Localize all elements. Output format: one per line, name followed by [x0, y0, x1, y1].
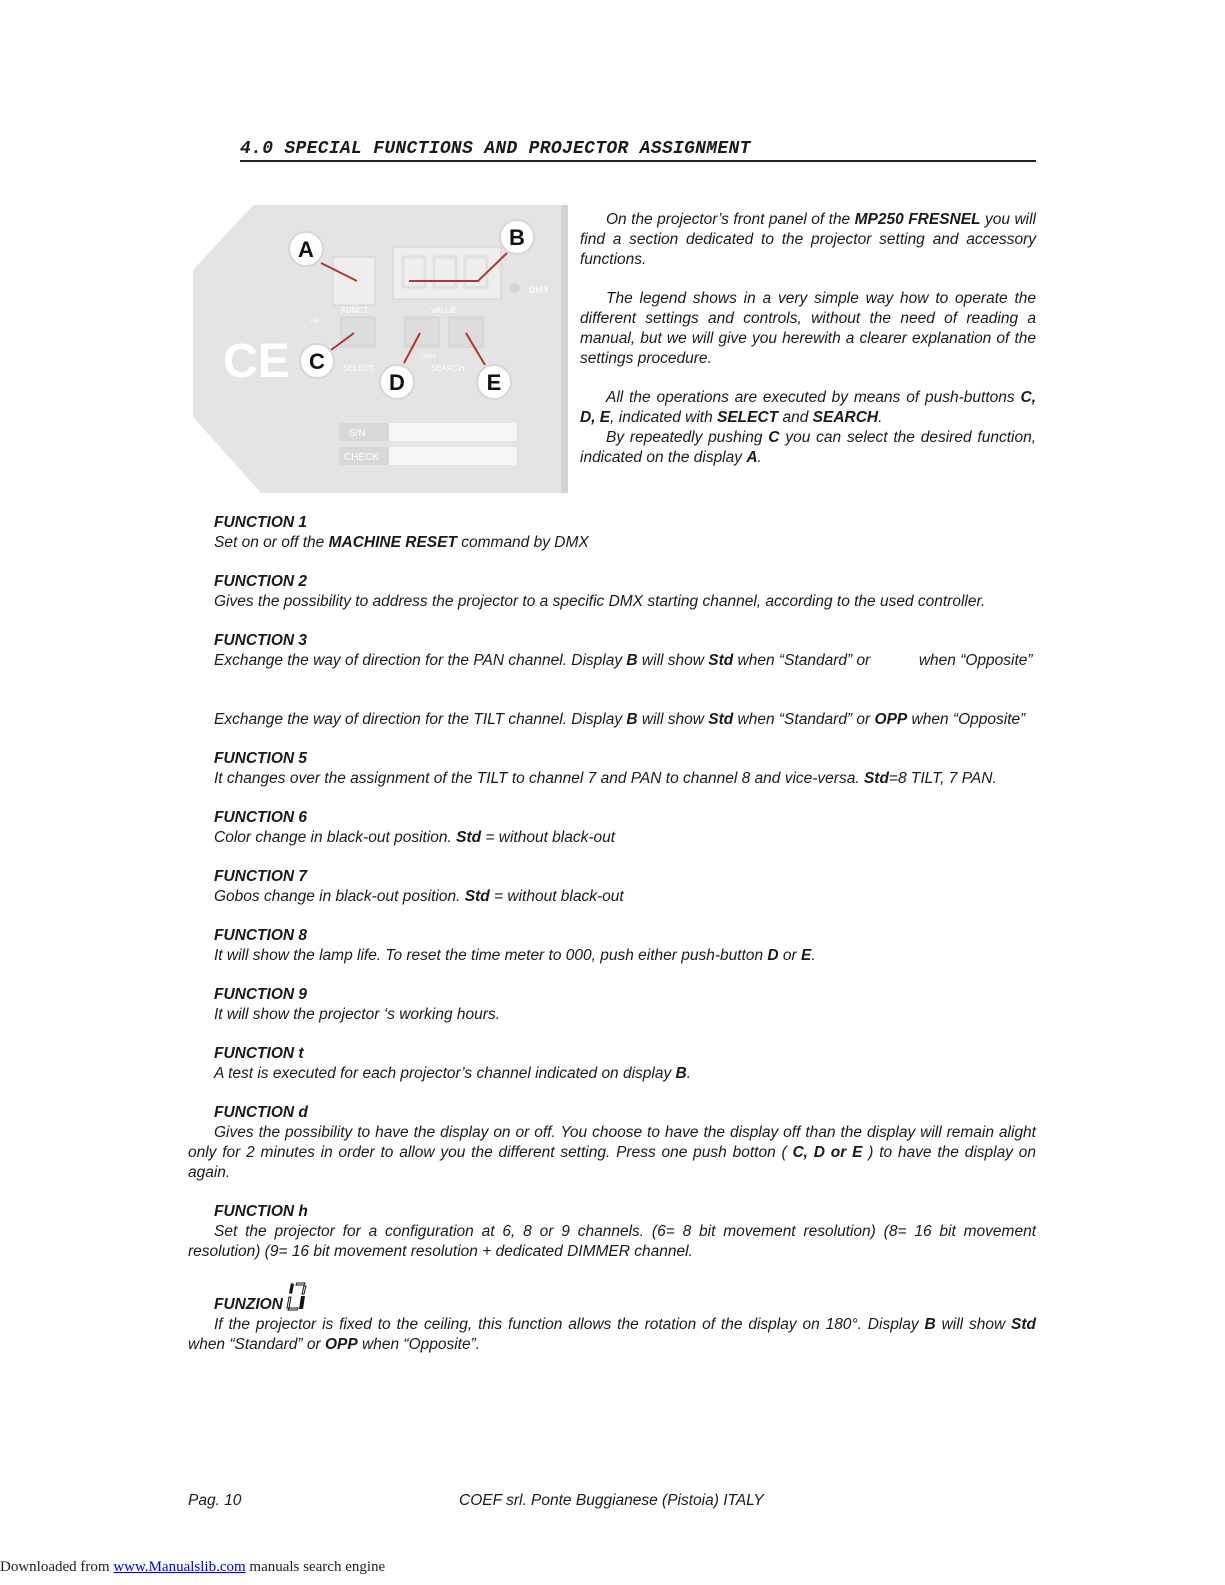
function-t	[188, 1044, 1036, 1084]
function-2-title: FUNCTION 2	[214, 573, 307, 590]
select-push-button-c[interactable]	[341, 317, 375, 347]
function-4-text: Exchange the way of direction for the TILT channel. Display B will show Std when “Standard” or OPP when “Opposite”	[214, 711, 1026, 728]
search-down-push-button-d[interactable]	[405, 317, 439, 347]
seven-segment-digit-icon	[286, 1281, 308, 1311]
function-1	[188, 513, 1036, 553]
search-up-push-button-e[interactable]	[449, 317, 483, 347]
svg-text:B: B	[509, 225, 525, 250]
function-6-text: Color change in black-out position. Std = without black-out	[214, 829, 616, 846]
function-9-text: It will show the projector ‘s working hours.	[214, 1006, 501, 1023]
function-9-title: FUNCTION 9	[214, 986, 307, 1003]
function-8-title: FUNCTION 8	[214, 927, 307, 944]
callout-c	[300, 344, 334, 378]
search-label: SEARCH	[431, 364, 465, 373]
intro-paragraph-1: On the projector’s front panel of the MP250 FRESNEL you will find a section dedicated to the projector setting and accessory functions.	[580, 211, 1036, 268]
function-t-title: FUNCTION t	[214, 1045, 304, 1062]
page-number: Pag. 10	[188, 1492, 242, 1509]
function-5	[188, 749, 1036, 789]
function-h-title: FUNCTION h	[214, 1203, 308, 1220]
function-list	[188, 513, 1036, 1374]
function-3	[188, 631, 1036, 671]
function-4-title	[188, 690, 1036, 710]
select-label: SELECT	[343, 364, 375, 373]
function-7-text: Gobos change in black-out position. Std = without black-out	[214, 888, 624, 905]
function-7	[188, 867, 1036, 907]
function-9	[188, 985, 1036, 1025]
download-banner: Downloaded from www.Manualslib.com manuals search engine	[0, 1559, 386, 1575]
svg-text:A: A	[298, 237, 314, 262]
intro-paragraph-3: All the operations are executed by means of push-buttons C, D, E, indicated with SELECT and SEARCH.	[580, 389, 1036, 426]
function-4	[188, 690, 1036, 730]
function-h	[188, 1202, 1036, 1262]
ce-mark: CE	[223, 335, 290, 388]
function-d-text: Gives the possibility to have the display on or off. You choose to have the display off than the display will remain alight only for 2 minutes in order to allow you the different setting. Press one push botton ( C, D or E ) to have the display on again.	[188, 1124, 1036, 1181]
function-3-text: Exchange the way of direction for the PAN channel. Display B will show Std when “Standard” or when “Opposite”	[214, 652, 1033, 669]
function-display-a	[333, 257, 375, 305]
intro-text	[580, 210, 1036, 487]
function-7-title: FUNCTION 7	[214, 868, 307, 885]
sn-label: S/N	[349, 428, 366, 439]
intro-paragraph-2: The legend shows in a very simple way how to operate the different settings and controls, without the need of reading a manual, but we will give you herewith a clearer explanation of the settings procedure.	[580, 290, 1036, 367]
svg-text:C: C	[309, 349, 325, 374]
dmx-label: DMX	[529, 285, 549, 295]
function-t-text: A test is executed for each projector’s channel indicated on display B.	[214, 1065, 692, 1082]
svg-text:D: D	[389, 370, 405, 395]
callout-b	[500, 220, 534, 254]
function-h-text: Set the projector for a configuration at 6, 8 or 9 channels. (6= 8 bit movement resolution) (8= 16 bit movement resolution) (9= 16 bit movement resolution + dedicated DIMMER channel.	[188, 1223, 1036, 1260]
check-label: CHECK	[344, 452, 380, 463]
function-d-title: FUNCTION d	[214, 1104, 308, 1121]
section-heading: 4.0 SPECIAL FUNCTIONS AND PROJECTOR ASSIGNMENT	[240, 139, 1036, 162]
function-1-title: FUNCTION 1	[214, 514, 307, 531]
callout-e	[477, 365, 511, 399]
dmx-led	[510, 283, 520, 293]
callout-a	[289, 232, 323, 266]
function-display-rotation	[188, 1281, 1036, 1355]
manualslib-link[interactable]: www.Manualslib.com	[113, 1559, 246, 1575]
function-8	[188, 926, 1036, 966]
svg-text:E: E	[486, 370, 502, 395]
function-6	[188, 808, 1036, 848]
up-label-1: UP	[311, 319, 320, 325]
callout-d	[380, 365, 414, 399]
function-d	[188, 1103, 1036, 1183]
front-panel-diagram	[193, 195, 568, 495]
value-label: VALUE	[431, 306, 457, 315]
function-5-title: FUNCTION 5	[214, 750, 307, 767]
function-3-title: FUNCTION 3	[214, 632, 307, 649]
function-8-text: It will show the lamp life. To reset the time meter to 000, push either push-button D or E.	[214, 947, 816, 964]
function-1-text: Set on or off the MACHINE RESET command by DMX	[214, 534, 589, 551]
function-5-text: It changes over the assignment of the TILT to channel 7 and PAN to channel 8 and vice-versa. Std=8 TILT, 7 PAN.	[214, 770, 997, 787]
dwn-label: DWN	[421, 354, 436, 360]
function-display-rotation-title: FUNZION	[188, 1281, 1036, 1315]
funct-label: FUNCT.	[341, 306, 370, 315]
function-2-text: Gives the possibility to address the projector to a specific DMX starting channel, according to the used controller.	[214, 593, 986, 610]
function-6-title: FUNCTION 6	[214, 809, 307, 826]
function-display-rotation-text: If the projector is fixed to the ceiling, this function allows the rotation of the display on 180°. Display B will show Std when “Standard” or OPP when “Opposite”.	[188, 1316, 1036, 1353]
footer-company: COEF srl. Ponte Buggianese (Pistoia) ITALY	[459, 1492, 764, 1509]
intro-paragraph-4: By repeatedly pushing C you can select the desired function, indicated on the display A.	[580, 429, 1036, 466]
function-2	[188, 572, 1036, 612]
value-display-b	[393, 247, 501, 299]
